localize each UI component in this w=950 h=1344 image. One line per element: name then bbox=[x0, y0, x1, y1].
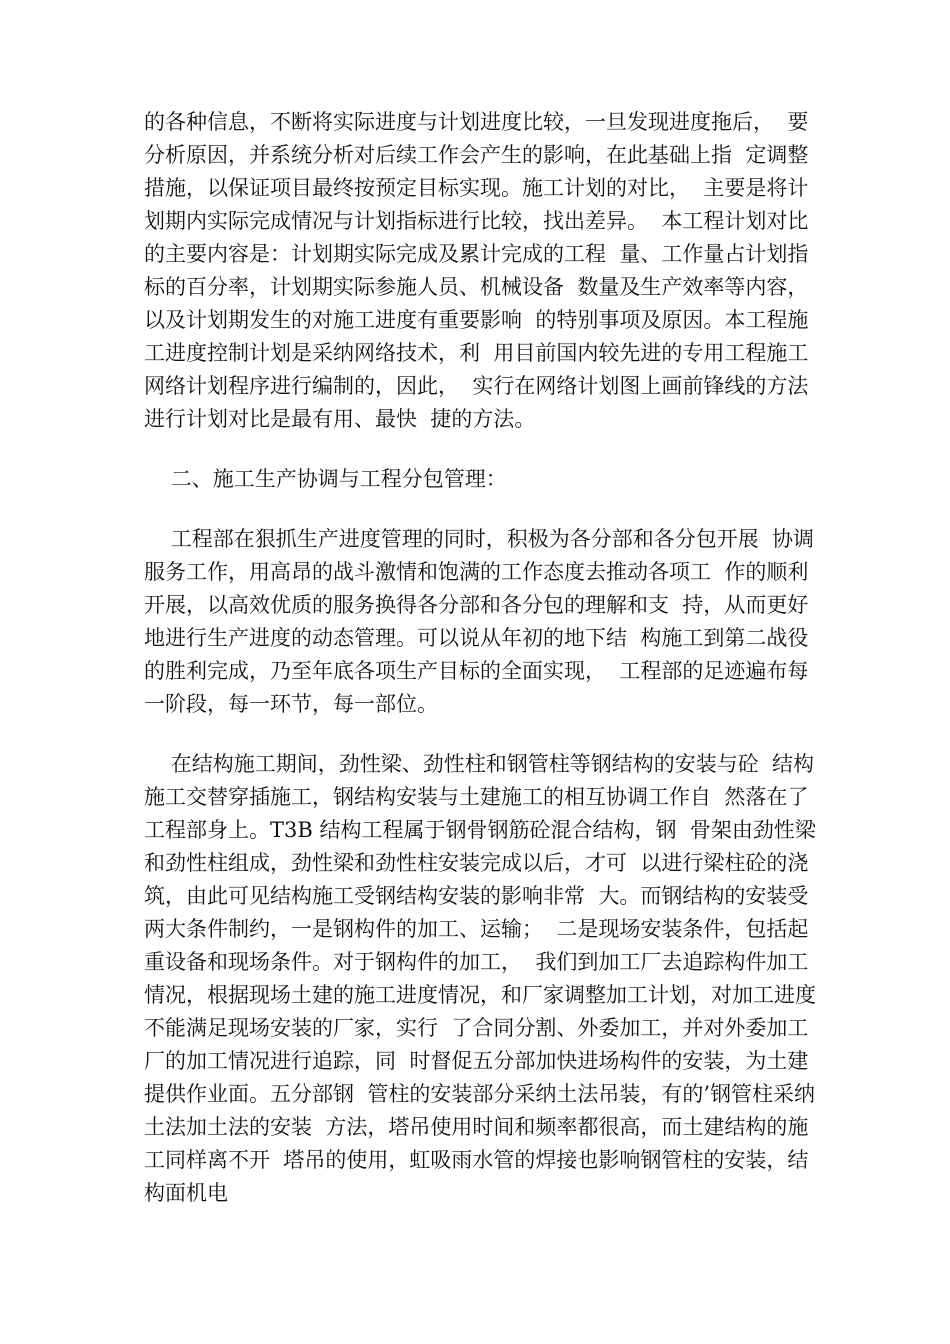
paragraph-progress-comparison bbox=[144, 106, 836, 436]
text-line: 的主要内容是：计划期实际完成及累计完成的工程 量、工作量占计划指 bbox=[144, 242, 809, 266]
text-line: 进行计划对比是最有用、最快 捷的方法。 bbox=[144, 407, 536, 431]
text-line: 的各种信息，不断将实际进度与计划进度比较，一旦发现进度拖后， 要 bbox=[144, 110, 809, 134]
text-line: 工程部身上。T3B 结构工程属于钢骨钢筋砼混合结构，钢 骨架由劲性梁 bbox=[144, 818, 816, 842]
text-line: 开展，以高效优质的服务换得各分部和各分包的理解和支 持，从而更好 bbox=[144, 593, 809, 617]
text-line: 重设备和现场条件。对于钢构件的加工， 我们到加工厂去追踪构件加工 bbox=[144, 950, 809, 974]
text-line: 施工交替穿插施工，钢结构安装与土建施工的相互协调工作自 然落在了 bbox=[144, 785, 809, 809]
text-line: 一阶段，每一环节，每一部位。 bbox=[144, 692, 438, 716]
text-line: 划期内实际完成情况与计划指标进行比较，找出差异。 本工程计划对比 bbox=[144, 209, 809, 233]
text-line: 地进行生产进度的动态管理。可以说从年初的地下结 构施工到第二战役 bbox=[144, 626, 809, 650]
section-heading-coordination bbox=[144, 463, 836, 496]
text-line: 二、施工生产协调与工程分包管理： bbox=[144, 467, 507, 491]
text-line: 情况，根据现场土建的施工进度情况，和厂家调整加工计划，对加工进度 bbox=[144, 983, 816, 1007]
text-line: 和劲性柱组成，劲性梁和劲性柱安装完成以后，才可 以进行梁柱砼的浇 bbox=[144, 851, 809, 875]
text-line: 工进度控制计划是采纳网络技术，利 用目前国内较先进的专用工程施工 bbox=[144, 341, 809, 365]
text-line: 标的百分率，计划期实际参施人员、机械设备 数量及生产效率等内容， bbox=[144, 275, 809, 299]
text-line: 措施，以保证项目最终按预定目标实现。施工计划的对比， 主要是将计 bbox=[144, 176, 809, 200]
text-line: 在结构施工期间，劲性梁、劲性柱和钢管柱等钢结构的安装与砼 结构 bbox=[144, 752, 815, 776]
text-line: 提供作业面。五分部钢 管柱的安装部分采纳土法吊装，有的’钢管柱采纳 bbox=[144, 1082, 816, 1106]
text-line: 网络计划程序进行编制的，因此， 实行在网络计划图上画前锋线的方法 bbox=[144, 374, 809, 398]
text-line: 分析原因，并系统分析对后续工作会产生的影响，在此基础上指 定调整 bbox=[144, 143, 809, 167]
document-body bbox=[144, 106, 836, 1210]
text-line: 两大条件制约，一是钢构件的加工、运输； 二是现场安装条件，包括起 bbox=[144, 917, 809, 941]
text-line: 的胜利完成，乃至年底各项生产目标的全面实现， 工程部的足迹遍布每 bbox=[144, 659, 809, 683]
text-line: 工程部在狠抓生产进度管理的同时，积极为各分部和各分包开展 协调 bbox=[144, 527, 815, 551]
text-line: 不能满足现场安装的厂家，实行 了合同分割、外委加工，并对外委加工 bbox=[144, 1016, 809, 1040]
paragraph-steel-structure bbox=[144, 748, 836, 1210]
text-line: 土法加土法的安装 方法，塔吊使用时间和频率都很高，而土建结构的施 bbox=[144, 1115, 809, 1139]
text-line: 工同样离不开 塔吊的使用，虹吸雨水管的焊接也影响钢管柱的安装，结 bbox=[144, 1148, 809, 1172]
text-line: 构面机电 bbox=[144, 1181, 228, 1205]
text-line: 服务工作，用高昂的战斗激情和饱满的工作态度去推动各项工 作的顺利 bbox=[144, 560, 809, 584]
text-line: 筑，由此可见结构施工受钢结构安装的影响非常 大。而钢结构的安装受 bbox=[144, 884, 809, 908]
paragraph-engineering-department bbox=[144, 523, 836, 721]
text-line: 以及计划期发生的对施工进度有重要影响 的特别事项及原因。本工程施 bbox=[144, 308, 809, 332]
text-line: 厂的加工情况进行追踪，同 时督促五分部加快进场构件的安装，为土建 bbox=[144, 1049, 809, 1073]
